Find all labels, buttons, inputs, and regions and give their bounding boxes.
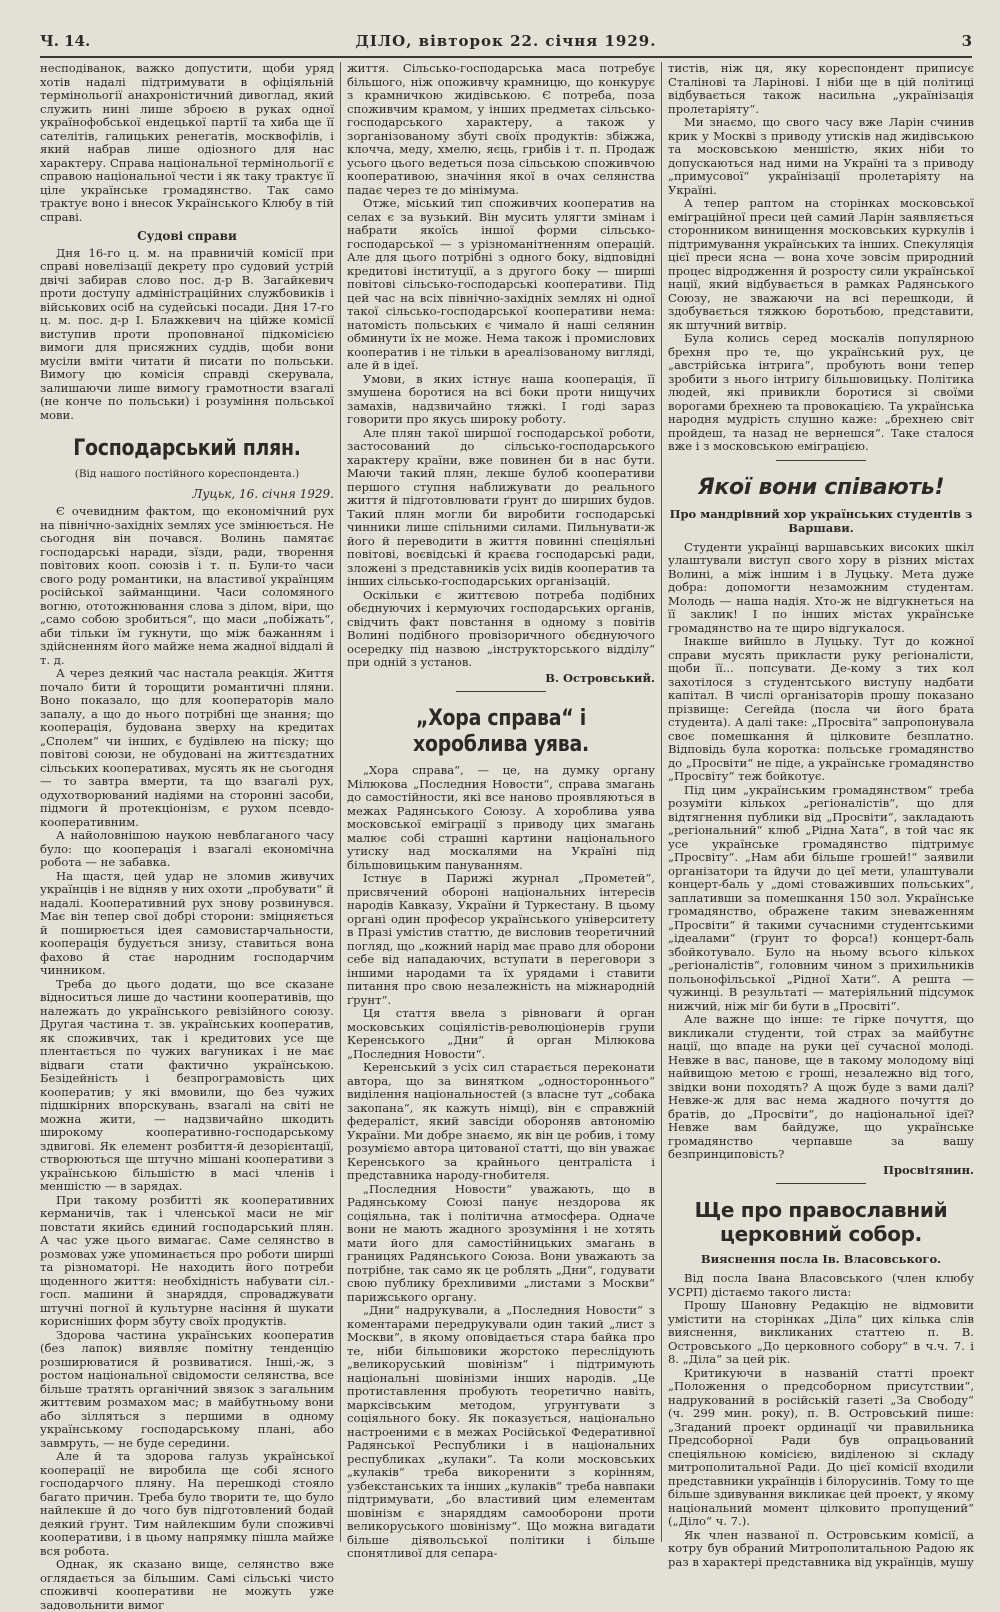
author-signature: В. Островський. bbox=[545, 670, 655, 685]
paragraph: Треба до цього додати, що все сказане відноситься лише до частини кооперативів, що належать до українського ревізійного союзу. Другая частина т. зв. українських кооператив, як споживчих, так і кредитових усе ще плентається по чужих вагуниках і не має відваги стати фактично українською. Безідейність і безпрограмовість цих кооператив; у які вмовили, що без чужих підшкірних впорскувань, взагалі на світі не можна жити, — надзвичайно шкодить широкому кооперативно-господарському здвигові. Як елемент розбиття-й дезорієнтації, створюються ще штучно мішані кооперативи з українською більшістю в масі членів і меншістю — в зарядах. bbox=[40, 976, 334, 1193]
separator-rule bbox=[456, 691, 546, 692]
paragraph: життя. Сільсько-господарська маса потребує більшого, ніж опоживчу крамницю, що конкурує з крамничкою жидівською. Є потреба, поза споживчим крамом, у інших предметах сільсько-господарського характеру, а також у зорганізованому збуті своїх продуктів: збіжжа, клочча, меду, хмелю, яєць, грибів і т. п. Продаж усього цього ведеться поза сільською споживчою кооперативою, значіння якої в очах селянства падає через те до мінімума. bbox=[347, 61, 655, 197]
paragraph: „Последния Новости“ уважають, що в Радянському Союзі панує нездорова як соціяльна, так і політична атмосфера. Одначе вони не мають жадного зрозуміння і не хотять мати його для самостійницьких змагань в границях Радянського Союза. Вони уважають за потрібне, так само як це роблять „Дни“, годувати свою публику брехливими „листами з Москви“ парижського органу. bbox=[347, 1181, 655, 1304]
correspondent-note: (Від нашого постійного кореспондента.) bbox=[74, 468, 300, 480]
paragraph: Керенський з усіх сил старається переконати автора, що за винятком „одностороннього“ виділення національностей (з власне тут „собака закопана“, як кажуть німці), він є справжній федераліст, який завсіди обороняв автономію України. Ми добре знаємо, як він це робив, і тому розуміємо автора цитованої статті, що він уважає Керенського за крайнього централіста і представника народу-гнобителя. bbox=[347, 1060, 655, 1182]
dateline: Луцьк, 16. січня 1929. bbox=[192, 486, 334, 501]
column-divider bbox=[661, 62, 662, 1542]
page-number: 3 bbox=[961, 32, 972, 50]
paragraph: несподіванок, важко допустити, щоби уряд хотів надалі підтримувати в офіціяльній термінольогії анахроністичний дивоглад, який служить нині лише зброєю в руках одної українофобської ендецької партії та хиба ще її сателітів, галицьких ренегатів, москвофілів, і який набрав лише одіозного для нас характеру. Справа національної термінольогії є справою національної чести і як таку трактує її ціле українське громадянство. Так само трактує воно і внесок Українського Клюбу в тій справі. bbox=[40, 61, 334, 224]
column-divider bbox=[340, 62, 341, 1542]
paragraph: Як член названої п. Островським комісії, а котру був обраний Митрополитальною Радою як раз в характері представника від українців, мушу bbox=[668, 1527, 974, 1569]
paragraph: Умови, в яких істнує наша кооперація, її змушена боротися на всі боки проти нищучих замахів, надзвичайно тяжкі. І годі зараз говорити про якусь широку роботу. bbox=[347, 371, 655, 426]
paragraph: тистів, ніж ця, яку кореспондент приписує Сталінові та Ларінові. І ніби ще в цій політиці відбувається також насильна „українізація пролетаріяту“. bbox=[668, 61, 974, 116]
paragraph: Є очевидним фактом, що економічний рух на північно-західніх землях усе змінюється. Не сьогодня він почався. Волинь памятає господарські наради, зїзди, ради, творення повітових кооп. союзів і т. п. Були-то часи свого роду романтики, на властивої українцям російської займанщини. Часи соломяного вогню, ототожнювання слова з ділом, віри, що „само собою зробиться“, що маси „побіжать“, аби тільки їм гукнути, що між бажанням і здійсненням його майже нема жадної віддалі й т. д. bbox=[40, 504, 334, 667]
paragraph: Від посла Івана Власовського (член клюбу УСРП) дістаємо такого листа: bbox=[668, 1271, 974, 1299]
paragraph: Ця стаття ввела з рівноваги й орган московських соціялістів-революціонерів групи Керенського „Дни“ й орган Мілюкова „Последния Новости“. bbox=[347, 1006, 655, 1061]
paragraph: Але й та здорова галузь української кооперації не виробила ще собі ясного господарчого пляну. На перешкоді стояло багато причин. Треба було творити те, що було найлекше й до чого був підготовлений бодай деякий ґрунт. Тим найлекшим були споживчі кооперативи, і в цьому напрямку пішла майже вся робота. bbox=[40, 1449, 334, 1558]
issue-number: Ч. 14. bbox=[40, 32, 91, 50]
paragraph: Прошу Шановну Редакцію не відмовити умістити на сторінках „Діла“ цих кілька слів вияснення, викликаних статтею п. В. Островського „До церковного собору“ в ч.ч. 7. і 8. „Діла“ за цей рік. bbox=[668, 1298, 974, 1366]
separator-rule bbox=[776, 1183, 866, 1184]
paragraph: Однак, як сказано вище, селянство вже оглядається за більшим. Самі сільські чисто споживчі кооперативи не можуть уже задовольнити вимог bbox=[40, 1557, 334, 1612]
column-1 bbox=[40, 61, 334, 1612]
separator-rule bbox=[776, 460, 866, 461]
article-deck: Вияснення посла Ів. Власовського. bbox=[700, 1252, 942, 1266]
masthead: ДІЛО, вівторок 22. січня 1929. bbox=[355, 32, 657, 50]
paragraph: Дня 16-го ц. м. на правничій комісії при справі новелізації декрету про судовий устрій двічі забирав слово пос. д-р В. Загайкевич проти доступу адміністраційних службовиків і військових осіб на судейські посади. Дня 17-го ц. м. пос. д-р І. Блажкевич на ційже комісії виступив проти проповнаної підкомісією вимоги для присяжних суддів, щоби вони мусіли вміти читати й писати по польськи. Вимогу цю комісія справді скерувала, залишаючи лише вимогу грамотности взагалі (не конче по польськи) і розуміння польської мови. bbox=[40, 245, 334, 422]
column-3 bbox=[668, 61, 975, 1569]
paragraph: А тепер раптом на сторінках московської еміграційної преси цей самий Ларін заявляється сторонником винищення московських куркулів і підтримування українських та інших. Спекуляція цієї преси ясна — вона хоче зовсім природний процес відродження й розросту сили української нації, який відбувається в рамках Радянського Союзу, не зважаючи на всі перешкоди, й здобувається тяжкою боротьбою, представити, як штучний витвір. bbox=[668, 196, 974, 332]
page-header bbox=[40, 30, 972, 58]
author-signature: Просвітянин. bbox=[883, 1162, 974, 1177]
paragraph: Отже, міський тип споживчих кооператив на селах є за вузький. Він мусить улягти змінам і набрати якоїсь іншої форми сільсько-господарської — з урізноманітненням операцій. Але для цього потрібні з одного боку, відповідні кредитові інституції, а з другого боку — ширші повітові сільсько-господарські кооперативи. Під цей час на всіх північно-західніх землях ні одної такої сільсько-господарської кооперативи нема: натомість польських є чимало й наші селянин обминути їх не може. Нема також і промислових кооператив і не тільки в ареалізованому вигляді, але й в ідеї. bbox=[347, 196, 655, 372]
paragraph: Студенти українці варшавських високих шкіл улаштували виступ свого хору в різних містах Волині, а між іншим і в Луцьку. Мета дуже добра: допомогти незаможним студентам. Молодь — наша надія. Хто-ж не відгукнеться на її заклик! І по інших містах українське громадянство на те щиро відгукалося. bbox=[668, 539, 974, 635]
article-title-chora-sprava: „Хора справа“ і хоробливa уява. bbox=[413, 706, 589, 757]
section-heading-court: Судові справи bbox=[137, 229, 237, 243]
paragraph: Під цим „українським громадянством“ треба розуміти кількох „регіоналістів“, що для відтягнення публики від „Просвіти“, закладають „регіональний“ клюб „Рідна Хата“, в той час як усе українське громадянство підтримує „Просвіту“. „Нам аби більше грошей!“ заявили організатори та йдучи до цеї мети, улаштували концерт-баль у „домі стоваживших польських“, заплативши за помешкання 150 зол. Українське громадянство, ображене таким зневаженням „Просвіти“ й такими сучасними студентськими „ідеалами“ (ґрунт то форса!) концерт-баль збойкотувало. Було на ньому всього кількох „регіоналістів“, головним чином з прихильників польонофільської „Рідної Хати“. А решта — чужинці. В результаті — матеріяльний підсумок нижчий, ніж міг би бути в „Просвіті“. bbox=[668, 782, 974, 1013]
article-title-economic-plan: Господарський плян. bbox=[73, 436, 301, 461]
paragraph: Інакше вийшло в Луцьку. Тут до кожної справи мусять прикласти руку регіоналісти, щоби її... попсувати. Де-кому з тих кол захотілося з студентського виступу надбати капітал. В числі організаторів прошу показано прізвище: Сегейда (посла чи його брата студента). А далі таке: „Просвіта“ запропонувала своє помешкання й цілковите безплатно. Відповідь була коротка: польське громадянство до „Просвіти“ не піде, а українське громадянство „Просвіту“ теж бойкотує. bbox=[668, 634, 974, 783]
article-title-what-they-sing: Якої вони співають! bbox=[697, 474, 945, 500]
paragraph: Оскільки є життєвою потреба подібних обєднуючих і кермуючих господарських органів, свідчить факт повстання в одному з повітів Волині подібного провізоричного обєднуючого осередку під назвою „інструкторського відділу“ при одній з установ. bbox=[347, 587, 655, 669]
paragraph: На щастя, цей удар не зломив живучих українців і не відняв у них охоти „пробувати“ й надалі. Кооперативний рух знову розвинувся. Має він тепер свої добрі сторони: зміцняється й поширюється ідея самовистарчальности, кооперація будується знизу, ставиться вона фахово й стає народним господарчим чинником. bbox=[40, 868, 334, 977]
paragraph: А через деякий час настала реакція. Життя почало бити й торощити романтичні пляни. Воно показало, що для кооператорів мало запалу, а що до нього потрібні ще знання; що кооперація, будована зверху на кредитах „Сполем“ чи інших, є будівлею на піску; що повітові союзи, не обудовані на життєздатних сільських кооперативах, мусять як не сьогодня — то завтра вмерти, та що взагалі рух, одухотворюваний надіями на сторонні засоби, підмоги й протекціонізм, є рухом псевдо-кооперативним. bbox=[40, 666, 334, 829]
paragraph: Була колись серед москалів популярною брехня про те, що український рух, це „австрійська інтрига“, пробують вони тепер зробити з нього інтригу більшовицьку. Політика людей, які привикли боротися зі своїми ворогами брехнею та провокацією. Та українська народня мудрість слушно каже: „брехнею світ пройдеш, та назад не вернешся“. Таке сталося вже і з московською еміграцією. bbox=[668, 331, 974, 453]
paragraph: Але плян такої ширшої господарської роботи, застосований до сільсько-господарського характеру країни, вже повинен би в нас бути. Маючи такий плян, лекше булоб кооперативи першого ступня наближувати до реального життя й підготовлювати ґрунт до ширших будов. Такий плян могли би виробити господарські чинники лише спільними силами. Пильнувати-ж його й переводити в життя повинні спеціяльні повітові, воєвідські й краєва господарські ради, зложені з представників усіх видів кооператив та інших сільсько-господарських організацій. bbox=[347, 425, 655, 588]
article-deck: Про мандрівний хор українських студентів з Варшави. bbox=[669, 506, 973, 535]
paragraph: При такому розбитті як кооперативних керманичів, так і членської маси не міг повстати якийсь єдиний господарський плян. А час уже цього вимагає. Саме селянство в розмовах уже упоминається про роботи ширші та різноматорі. Не находить його потреби щоденного життя: необхідність набувати сіл.-госп. машини й знаряддя, спроваджувати штучні погної й культурне насіння й шукати корисніших форм збуту своїх продуктів. bbox=[40, 1192, 334, 1328]
paragraph: Але важне що інше: те гірке почуття, що викликали студенти, той страх за майбутнє нації, що впаде на руки цеї сучасної молоді. Невже в вас, панове, ще в такому молодому віці найвищою метою є гроші, незалежно від того, звідки вони походять? А щож буде з вами далі? Невже-ж для вас нема жадного почуття до братів, до „Просвіти“, до національної ідеї? Невже вам байдуже, що українське громадянство черпавше за вашу безпринциповість? bbox=[668, 1012, 974, 1161]
column-2 bbox=[347, 61, 655, 1560]
article-title-church-council: Ще про православний церковний собор. bbox=[694, 1198, 948, 1246]
paragraph: А найоловнішою наукою невблаганого часу було: що кооперація і взагалі економічна робота — не забавка. bbox=[40, 828, 334, 869]
paragraph: „Хора справа“, — це, на думку органу Мілюкова „Последния Новости“, справа змагань до самостійности, які все наново проявляються в межах Радянського Союзу. А хоробливa уява московської еміграції з приводу цих змагань малює собі страшні картини національного утиску над москалями на Україні під більшовицьким пануванням. bbox=[347, 763, 655, 872]
paragraph: Ми знаємо, що свого часу вже Ларін счинив крик у Москві з приводу утисків над жидівською та московською меншістю, яких ніби то допускаються над ними на Україні та з приводу „примусової“ українізації пролетаріяту на Україні. bbox=[668, 115, 974, 197]
paragraph: Істнує в Парижі журнал „Прометей“, присвячений обороні національних інтересів народів Кавказу, України й Туркестану. В цьому органі один професор українського університету в Празі умістив статтю, де висловив теоретичний погляд, що „кожний нарід має право для оборони себе від нападаючих, вступати в переговори з іншими народами та їх урядами і ставити питання про свою незалежність на міжнародній ґрунт“. bbox=[347, 871, 655, 1007]
paragraph: Здорова частина українських кооператив (без лапок) виявляє помітну тенденцію розширюватися й розвиватися. Інші,-ж, з ростом національної свідомости селянства, все більше тратять органічний звязок з загальним життєвим розмахом мас; в майбутньому вони або зілляться з першими в одному українському господарському плані, або завмруть, — не буде середини. bbox=[40, 1327, 334, 1450]
paragraph: „Дни“ надрукували, а „Последния Новости“ з коментарами передрукували один такий „лист з Москви“, в якому оповідається стара байка про те, ніби більшовики жорстоко переслідують „великоруський шовінізм“ і підтримують національні шовінізми інших народів. „Це протиставлення пробують теоретично навіть, марксівським методом, угрунтувати з соціяльного боку. Як показується, національно настроеними є в межах Російської Федеративної Радянської Республики і в національних республиках „кулаки“. Та коли московських „кулаків“ треба викоренити з корінням, узбекстанських та інших „кулаків“ треба навпаки підтримувати, „бо властивий цим елементам шовінізм є знаряддям самооборони проти великоруського шовінізму“. Що можна вигадати більше діявольської політики і більше спонятливої для сепара- bbox=[347, 1303, 655, 1560]
paragraph: Критикуючи в названій статті проект „Положення о предсоборном присутствии“, надрукований в російській газеті „За Свободу“ (ч. 299 мин. року), п. В. Островський пише: „Згаданий проект ординації чи правильника Предсоборної Ради був опрацьований спеціяльною комісією, виділеною зі складу митрополитальної Ради. До цієї комісії входили представники українців і білорусинів. Тому то ще більше здивування викликає цей проект, у якому національний момент цілковито пропущений“ („Діло“ ч. 7.). bbox=[668, 1365, 975, 1528]
